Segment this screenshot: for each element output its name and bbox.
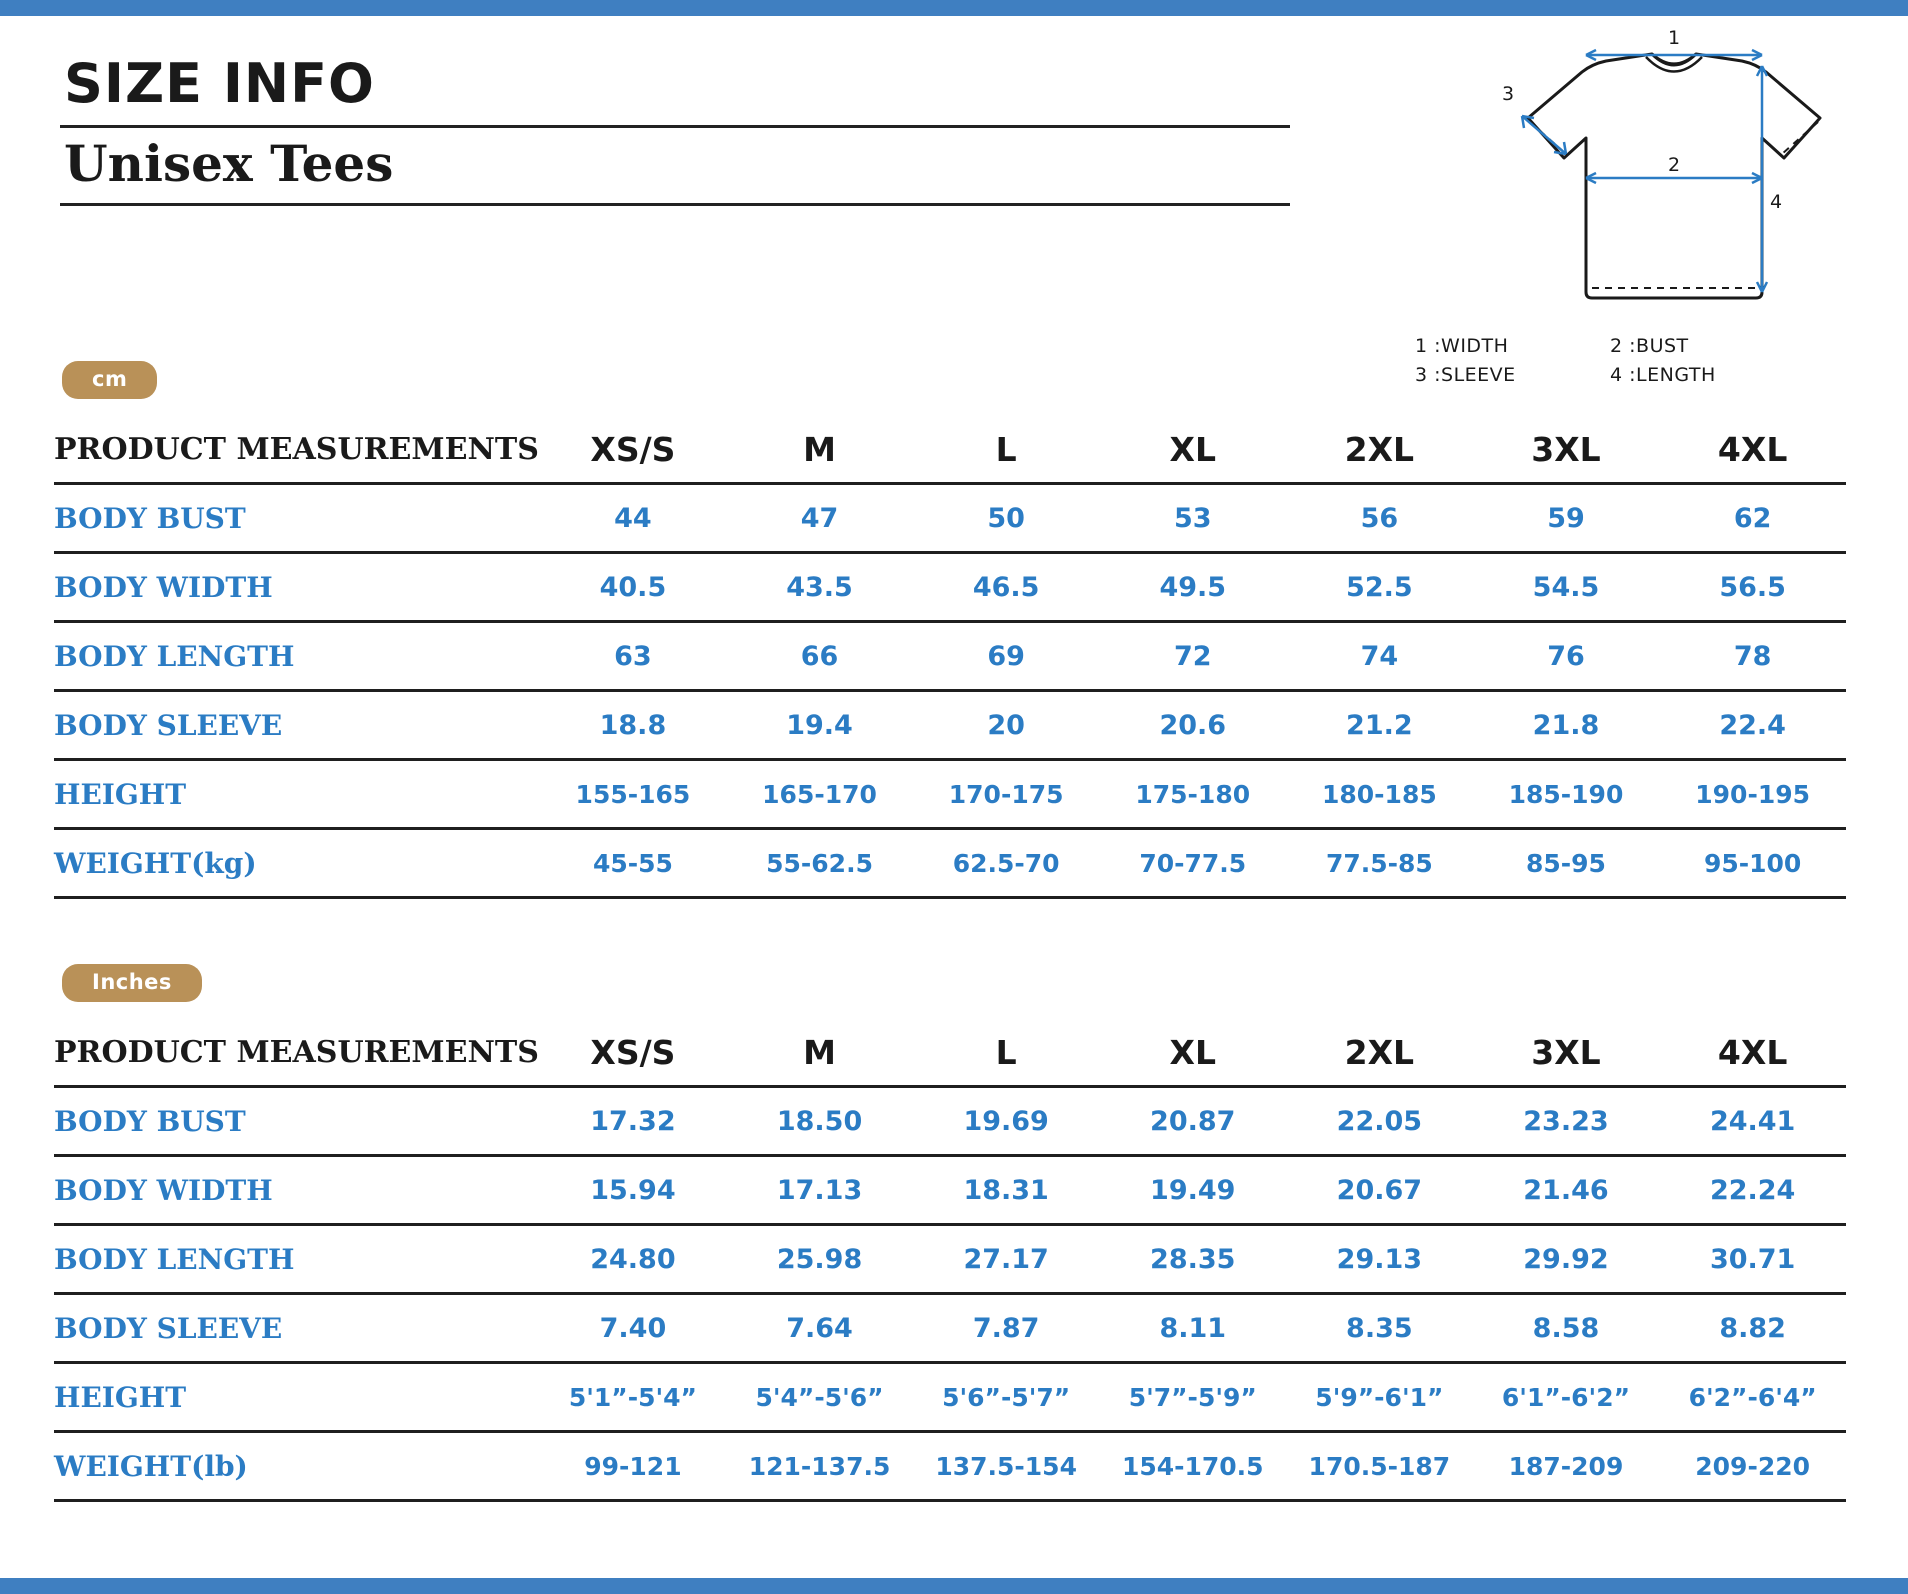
cell-length-3xl: 76 — [1473, 622, 1660, 691]
cell-width-in-m: 17.13 — [726, 1156, 913, 1225]
cell-height-in-m: 5'4”-5'6” — [726, 1363, 913, 1432]
table-row — [54, 1363, 1846, 1432]
legend-item-width: 1 :WIDTH — [1415, 335, 1509, 357]
cell-sleeve-3xl: 21.8 — [1473, 691, 1660, 760]
row-label-weight-kg: WEIGHT(kg) — [54, 829, 540, 898]
cell-weight-3xl: 85-95 — [1473, 829, 1660, 898]
cell-weight-in-4xl: 209-220 — [1659, 1432, 1846, 1501]
cell-weight-in-xs-s: 99-121 — [540, 1432, 727, 1501]
table-row — [54, 829, 1846, 898]
bottom-accent-bar — [0, 1578, 1908, 1594]
cell-length-in-l: 27.17 — [913, 1225, 1100, 1294]
page-title: SIZE INFO — [64, 52, 375, 115]
size-table-cm-wrap — [54, 416, 1846, 899]
cell-width-in-l: 18.31 — [913, 1156, 1100, 1225]
row-label-body-sleeve-in: BODY SLEEVE — [54, 1294, 540, 1363]
cell-bust-in-3xl: 23.23 — [1473, 1087, 1660, 1156]
diagram-marker-3: 3 — [1501, 83, 1515, 105]
column-header-4xl: 4XL — [1659, 416, 1846, 484]
cell-width-in-2xl: 20.67 — [1286, 1156, 1473, 1225]
column-header-m: M — [726, 416, 913, 484]
diagram-legend — [1415, 332, 1845, 391]
cell-width-in-4xl: 22.24 — [1659, 1156, 1846, 1225]
cell-weight-in-m: 121-137.5 — [726, 1432, 913, 1501]
page-content — [0, 16, 1908, 1578]
cell-width-3xl: 54.5 — [1473, 553, 1660, 622]
column-header-3xl: 3XL — [1473, 416, 1660, 484]
cell-bust-in-l: 19.69 — [913, 1087, 1100, 1156]
size-table-cm — [54, 416, 1846, 899]
table-header-row — [54, 416, 1846, 484]
cell-bust-4xl: 62 — [1659, 484, 1846, 553]
unit-badge-cm-wrap — [62, 361, 157, 399]
cell-length-xs-s: 63 — [540, 622, 727, 691]
row-label-height-in: HEIGHT — [54, 1363, 540, 1432]
cell-height-4xl: 190-195 — [1659, 760, 1846, 829]
cell-width-in-xs-s: 15.94 — [540, 1156, 727, 1225]
cell-bust-xl: 53 — [1099, 484, 1286, 553]
cell-height-3xl: 185-190 — [1473, 760, 1660, 829]
top-accent-bar — [0, 0, 1908, 16]
cell-bust-in-xs-s: 17.32 — [540, 1087, 727, 1156]
column-header-measurements-in: PRODUCT MEASUREMENTS — [54, 1019, 540, 1087]
cell-weight-l: 62.5-70 — [913, 829, 1100, 898]
diagram-marker-4: 4 — [1769, 191, 1783, 213]
cell-height-m: 165-170 — [726, 760, 913, 829]
column-header-xs-s: XS/S — [540, 416, 727, 484]
cell-sleeve-4xl: 22.4 — [1659, 691, 1846, 760]
table-row — [54, 1432, 1846, 1501]
column-header-l: L — [913, 416, 1100, 484]
row-label-body-length: BODY LENGTH — [54, 622, 540, 691]
cell-weight-in-l: 137.5-154 — [913, 1432, 1100, 1501]
table-row — [54, 484, 1846, 553]
column-header-2xl-in: 2XL — [1286, 1019, 1473, 1087]
legend-item-bust: 2 :BUST — [1610, 335, 1689, 357]
cell-length-in-2xl: 29.13 — [1286, 1225, 1473, 1294]
column-header-xl: XL — [1099, 416, 1286, 484]
legend-item-sleeve: 3 :SLEEVE — [1415, 364, 1516, 387]
cell-weight-m: 55-62.5 — [726, 829, 913, 898]
cell-sleeve-l: 20 — [913, 691, 1100, 760]
row-label-body-bust: BODY BUST — [54, 484, 540, 553]
cell-bust-in-xl: 20.87 — [1099, 1087, 1286, 1156]
table-row — [54, 1087, 1846, 1156]
cell-bust-2xl: 56 — [1286, 484, 1473, 553]
cell-weight-4xl: 95-100 — [1659, 829, 1846, 898]
unit-badge-inches-wrap — [62, 964, 202, 1002]
table-row — [54, 1156, 1846, 1225]
cell-height-xl: 175-180 — [1099, 760, 1286, 829]
column-header-4xl-in: 4XL — [1659, 1019, 1846, 1087]
cell-length-in-3xl: 29.92 — [1473, 1225, 1660, 1294]
cell-sleeve-2xl: 21.2 — [1286, 691, 1473, 760]
diagram-marker-1: 1 — [1667, 30, 1681, 49]
cell-width-xl: 49.5 — [1099, 553, 1286, 622]
cell-height-in-xl: 5'7”-5'9” — [1099, 1363, 1286, 1432]
cell-length-l: 69 — [913, 622, 1100, 691]
row-label-body-length-in: BODY LENGTH — [54, 1225, 540, 1294]
size-table-inches-wrap — [54, 1019, 1846, 1502]
row-label-body-sleeve: BODY SLEEVE — [54, 691, 540, 760]
column-header-m-in: M — [726, 1019, 913, 1087]
cell-bust-l: 50 — [913, 484, 1100, 553]
page-subtitle: Unisex Tees — [64, 133, 394, 193]
column-header-measurements: PRODUCT MEASUREMENTS — [54, 416, 540, 484]
row-label-height: HEIGHT — [54, 760, 540, 829]
cell-length-in-xs-s: 24.80 — [540, 1225, 727, 1294]
legend-item-length: 4 :LENGTH — [1610, 364, 1716, 387]
header-block — [60, 52, 1290, 214]
title-divider-top — [60, 125, 1290, 128]
cell-height-xs-s: 155-165 — [540, 760, 727, 829]
cell-height-in-4xl: 6'2”-6'4” — [1659, 1363, 1846, 1432]
cell-width-in-xl: 19.49 — [1099, 1156, 1286, 1225]
column-header-xl-in: XL — [1099, 1019, 1286, 1087]
cell-length-in-xl: 28.35 — [1099, 1225, 1286, 1294]
cell-weight-in-2xl: 170.5-187 — [1286, 1432, 1473, 1501]
cell-sleeve-in-xl: 8.11 — [1099, 1294, 1286, 1363]
cell-bust-in-4xl: 24.41 — [1659, 1087, 1846, 1156]
table-header-row — [54, 1019, 1846, 1087]
cell-width-xs-s: 40.5 — [540, 553, 727, 622]
legend-row-2 — [1415, 361, 1845, 390]
row-label-body-bust-in: BODY BUST — [54, 1087, 540, 1156]
cell-bust-3xl: 59 — [1473, 484, 1660, 553]
column-header-l-in: L — [913, 1019, 1100, 1087]
cell-bust-in-m: 18.50 — [726, 1087, 913, 1156]
cell-width-in-3xl: 21.46 — [1473, 1156, 1660, 1225]
cell-weight-in-xl: 154-170.5 — [1099, 1432, 1286, 1501]
title-divider-bottom — [60, 203, 1290, 206]
table-row — [54, 622, 1846, 691]
cell-sleeve-in-4xl: 8.82 — [1659, 1294, 1846, 1363]
cell-width-2xl: 52.5 — [1286, 553, 1473, 622]
column-header-2xl: 2XL — [1286, 416, 1473, 484]
table-row — [54, 691, 1846, 760]
unit-badge-inches: Inches — [62, 964, 202, 1002]
cell-weight-xs-s: 45-55 — [540, 829, 727, 898]
cell-width-l: 46.5 — [913, 553, 1100, 622]
cell-sleeve-in-l: 7.87 — [913, 1294, 1100, 1363]
cell-sleeve-xs-s: 18.8 — [540, 691, 727, 760]
cell-height-2xl: 180-185 — [1286, 760, 1473, 829]
cell-width-m: 43.5 — [726, 553, 913, 622]
row-label-body-width-in: BODY WIDTH — [54, 1156, 540, 1225]
cell-weight-xl: 70-77.5 — [1099, 829, 1286, 898]
legend-row-1 — [1415, 332, 1845, 361]
cell-height-l: 170-175 — [913, 760, 1100, 829]
size-table-inches — [54, 1019, 1846, 1502]
cell-weight-in-3xl: 187-209 — [1473, 1432, 1660, 1501]
cell-sleeve-in-3xl: 8.58 — [1473, 1294, 1660, 1363]
cell-height-in-xs-s: 5'1”-5'4” — [540, 1363, 727, 1432]
cell-length-in-m: 25.98 — [726, 1225, 913, 1294]
table-row — [54, 553, 1846, 622]
cell-sleeve-in-m: 7.64 — [726, 1294, 913, 1363]
cell-height-in-3xl: 6'1”-6'2” — [1473, 1363, 1660, 1432]
table-row — [54, 1294, 1846, 1363]
cell-sleeve-m: 19.4 — [726, 691, 913, 760]
unit-badge-cm: cm — [62, 361, 157, 399]
row-label-weight-lb: WEIGHT(lb) — [54, 1432, 540, 1501]
cell-length-m: 66 — [726, 622, 913, 691]
cell-length-4xl: 78 — [1659, 622, 1846, 691]
cell-sleeve-xl: 20.6 — [1099, 691, 1286, 760]
cell-height-in-l: 5'6”-5'7” — [913, 1363, 1100, 1432]
cell-width-4xl: 56.5 — [1659, 553, 1846, 622]
cell-length-xl: 72 — [1099, 622, 1286, 691]
column-header-xs-s-in: XS/S — [540, 1019, 727, 1087]
cell-length-2xl: 74 — [1286, 622, 1473, 691]
cell-weight-2xl: 77.5-85 — [1286, 829, 1473, 898]
diagram-marker-2: 2 — [1667, 154, 1681, 176]
cell-bust-xs-s: 44 — [540, 484, 727, 553]
cell-length-in-4xl: 30.71 — [1659, 1225, 1846, 1294]
row-label-body-width: BODY WIDTH — [54, 553, 540, 622]
cell-bust-in-2xl: 22.05 — [1286, 1087, 1473, 1156]
table-row — [54, 1225, 1846, 1294]
cell-sleeve-in-2xl: 8.35 — [1286, 1294, 1473, 1363]
cell-height-in-2xl: 5'9”-6'1” — [1286, 1363, 1473, 1432]
cell-bust-m: 47 — [726, 484, 913, 553]
cell-sleeve-in-xs-s: 7.40 — [540, 1294, 727, 1363]
column-header-3xl-in: 3XL — [1473, 1019, 1660, 1087]
table-row — [54, 760, 1846, 829]
